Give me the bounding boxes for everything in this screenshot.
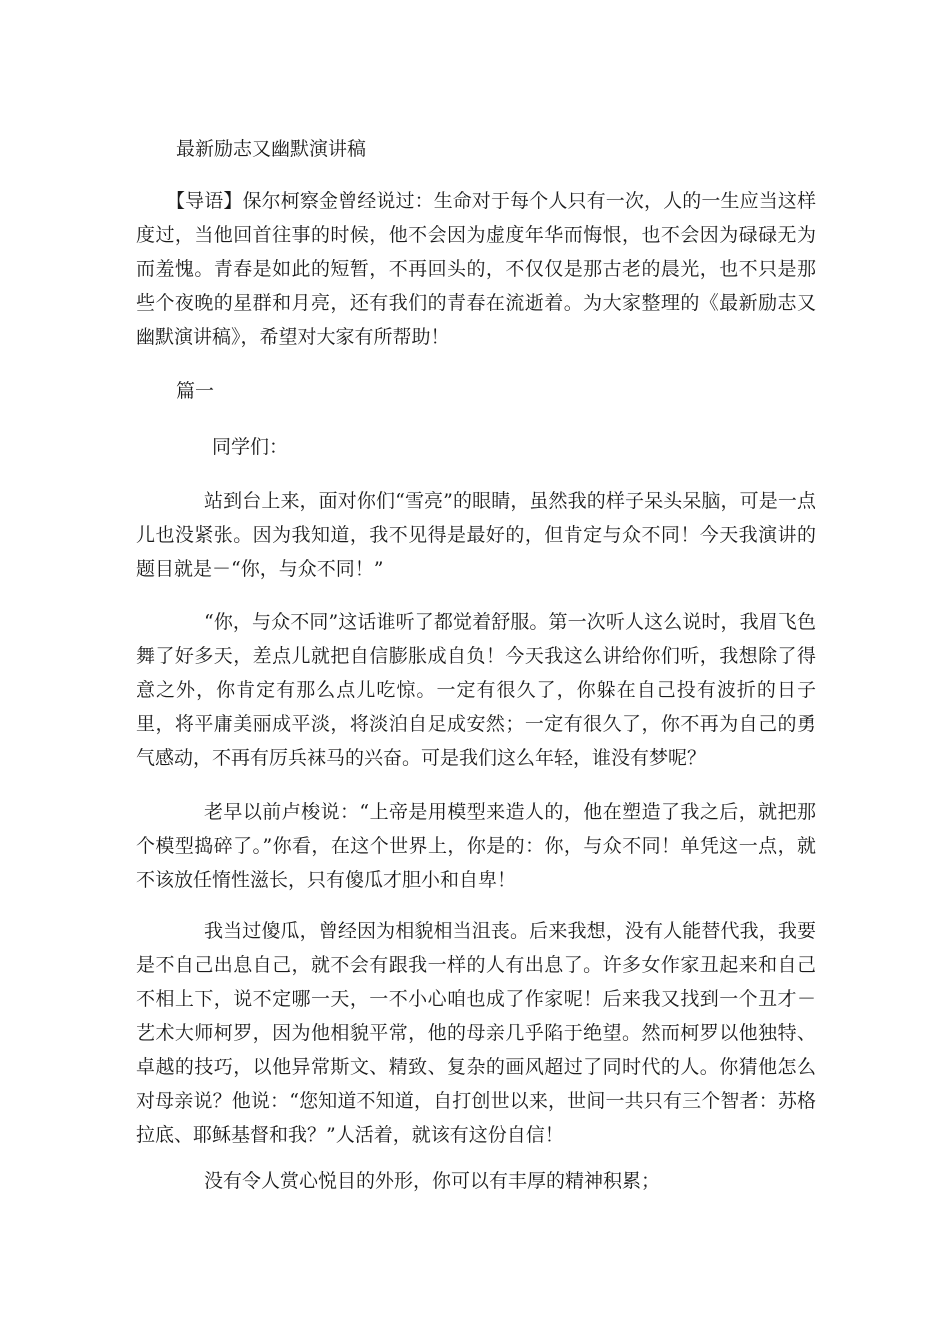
body-paragraph-3: 老早以前卢梭说：“上帝是用模型来造人的，他在塑造了我之后，就把那个模型捣碎了。”你看，在这个世界上，你是的：你，与众不同！单凭这一点，就不该放任惰性滋长，只有傻瓜才胆小和自卑！ (136, 801, 816, 891)
body-paragraph-2: “你，与众不同”这话谁听了都觉着舒服。第一次听人这么说时，我眉飞色舞了好多天，差点儿就把自信膨胀成自负！今天我这么讲给你们听，我想除了得意之外，你肯定有那么点儿吃惊。一定有很久了，你躲在自己投有波折的日子里，将平庸美丽成平淡，将淡泊自足成安然；一定有很久了，你不再为自己的勇气感动，不再有厉兵袜马的兴奋。可是我们这么年轻，谁没有梦呢？ (136, 611, 816, 769)
body-paragraph-4: 我当过傻瓜，曾经因为相貌相当沮丧。后来我想，没有人能替代我，我要是不自己出息自己，就不会有跟我一样的人有出息了。许多女作家丑起来和自己不相上下，说不定哪一天，一不小心咱也成了作家呢！后来我又找到一个丑才－艺术大师柯罗，因为他相貌平常，他的母亲几乎陷于绝望。然而柯罗以他独特、卓越的技巧，以他异常斯文、精致、复杂的画风超过了同时代的人。你猜他怎么对母亲说？他说：“您知道不知道，自打创世以来，世间一共只有三个智者：苏格拉底、耶稣基督和我？”人活着，就该有这份自信！ (136, 920, 816, 1146)
greeting: 同学们： (212, 436, 289, 458)
document-title: 最新励志又幽默演讲稿 (176, 138, 367, 160)
section-heading: 篇一 (176, 380, 215, 402)
intro-paragraph: 【导语】保尔柯察金曾经说过：生命对于每个人只有一次，人的一生应当这样度过，当他回首往事的时候，他不会因为虚度年华而悔恨，也不会因为碌碌无为而羞愧。青春是如此的短暂，不再回头的，不仅仅是那古老的晨光，也不只是那些个夜晚的星群和月亮，还有我们的青春在流逝着。为大家整理的《最新励志又幽默演讲稿》，希望对大家有所帮助！ (136, 190, 816, 348)
body-paragraph-5: 没有令人赏心悦目的外形，你可以有丰厚的精神积累； (204, 1170, 661, 1192)
body-paragraph-1: 站到台上来，面对你们“雪亮”的眼睛，虽然我的样子呆头呆脑，可是一点儿也没紧张。因为我知道，我不见得是最好的，但肯定与众不同！今天我演讲的题目就是－“你，与众不同！” (136, 490, 816, 580)
